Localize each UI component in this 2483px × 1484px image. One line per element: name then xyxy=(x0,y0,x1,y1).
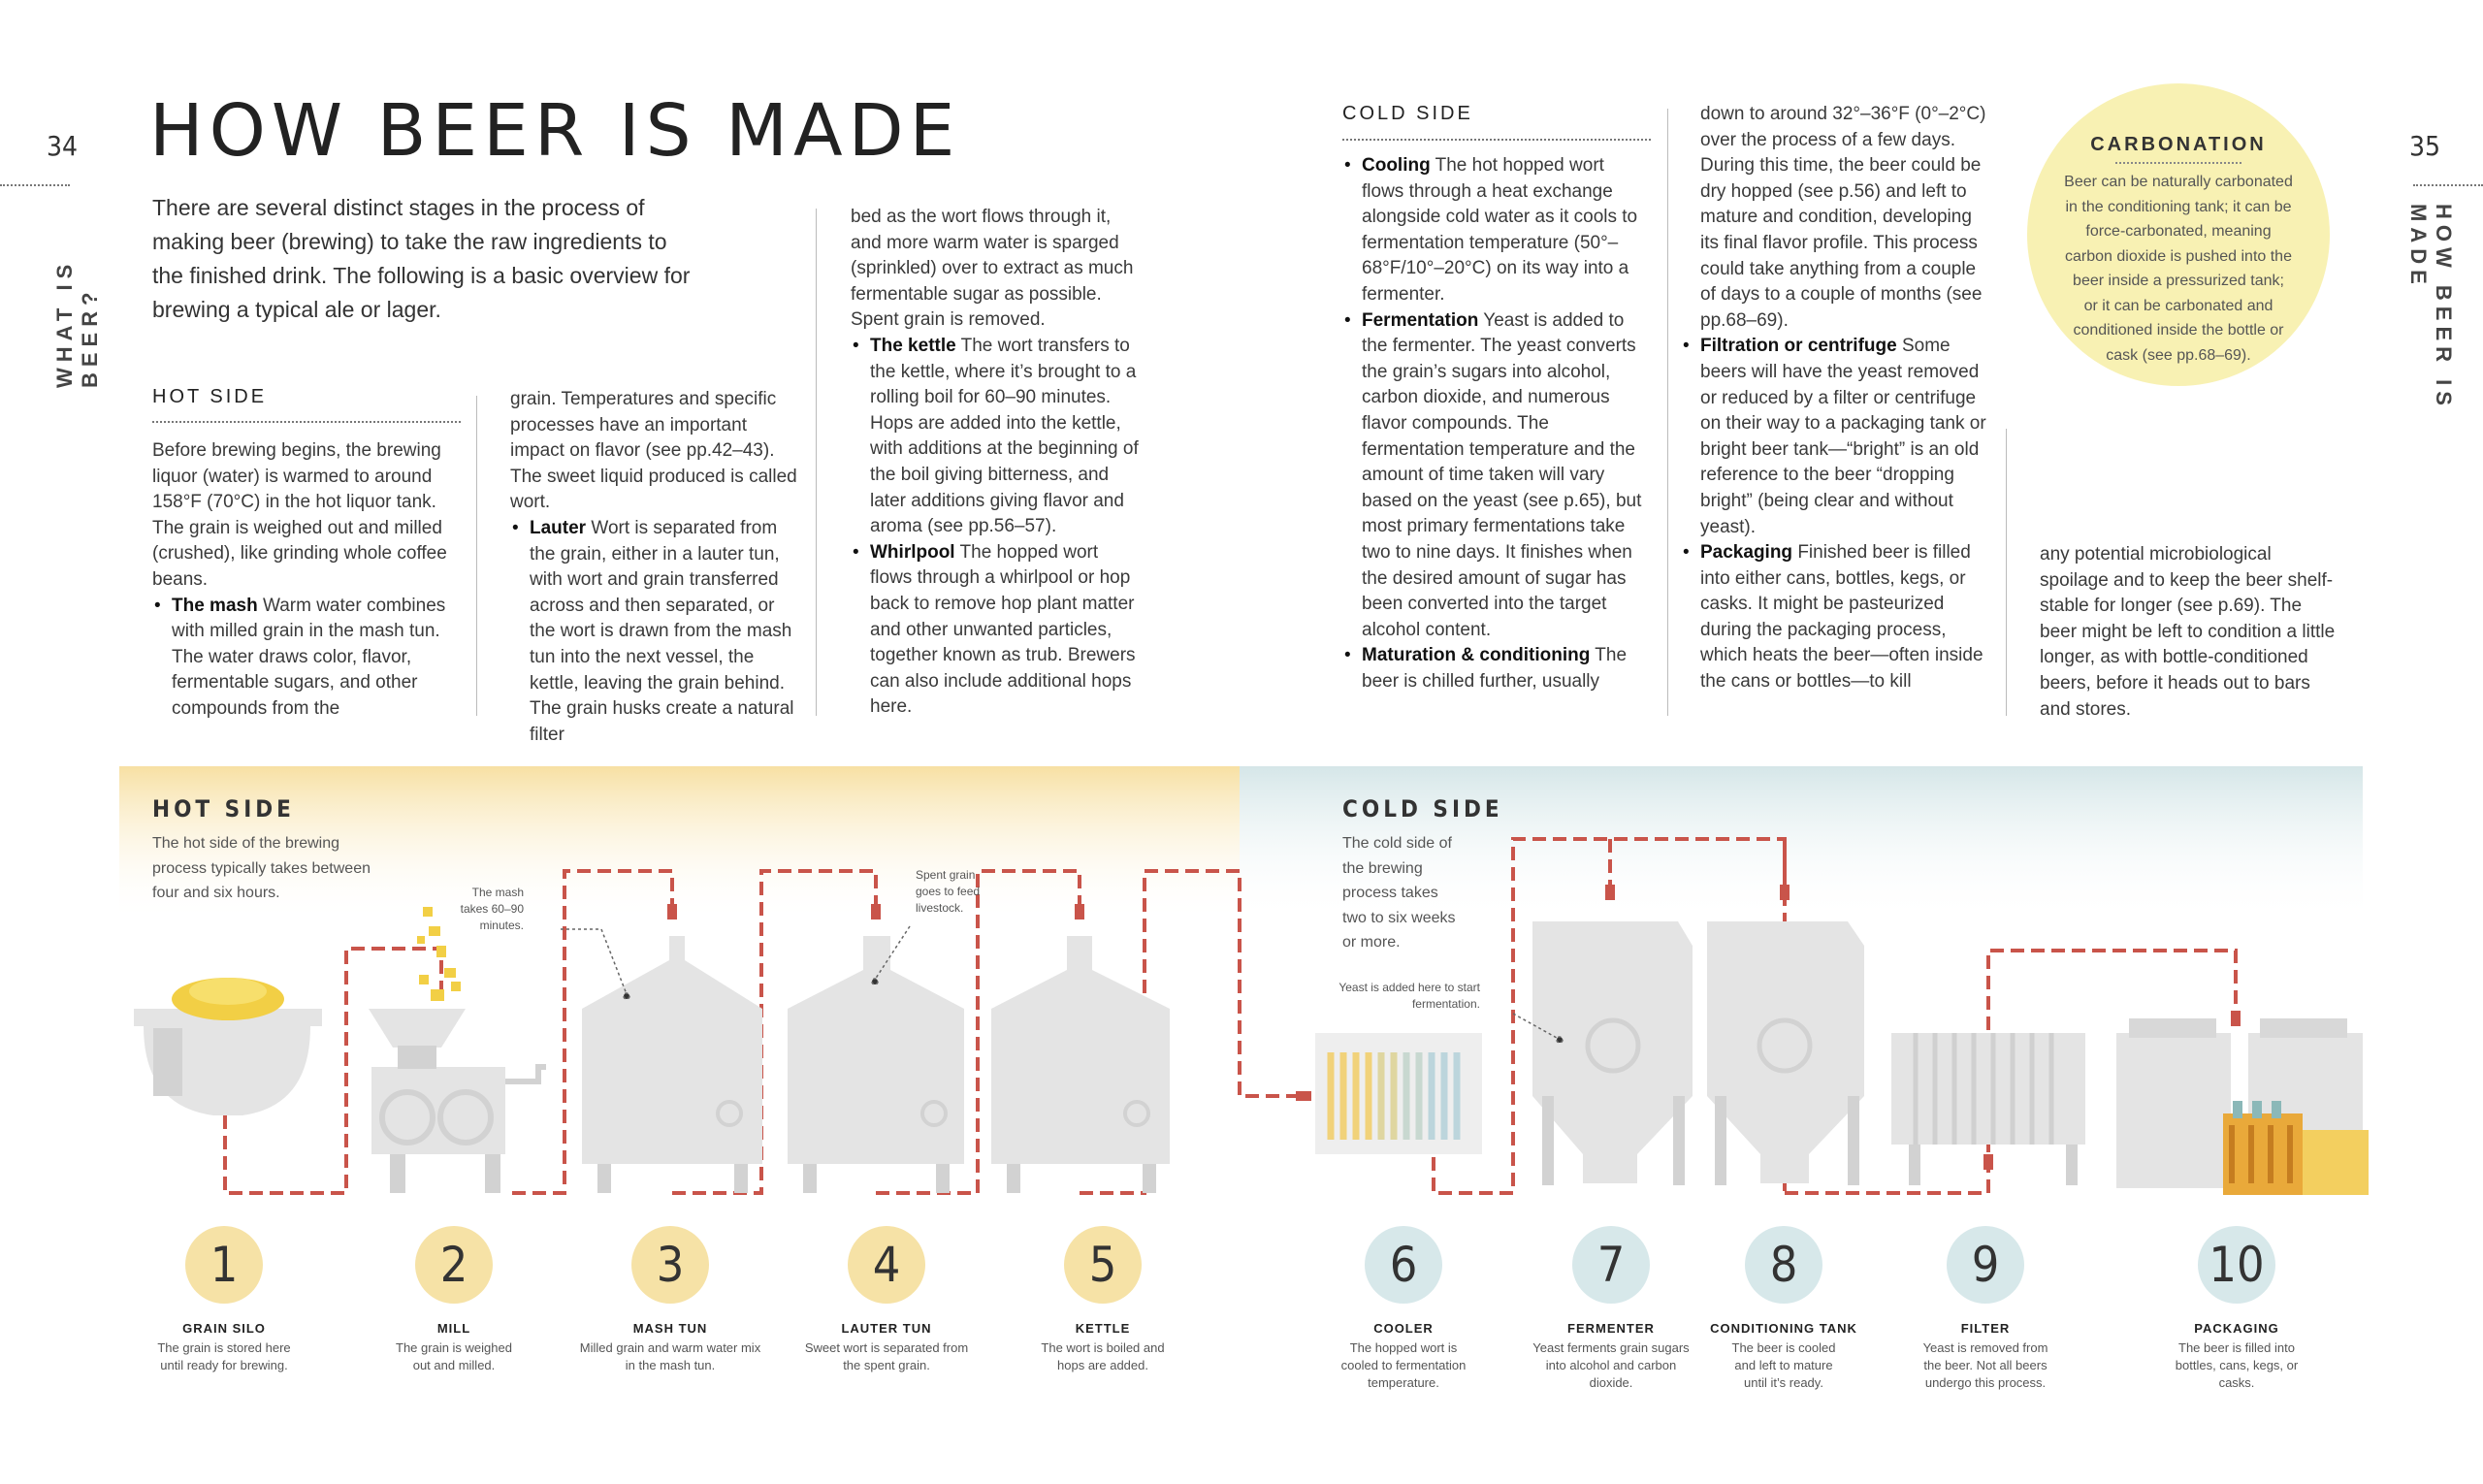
step-description: Milled grain and warm water mix in the mash tun. xyxy=(579,1340,761,1372)
text-kettle: The wort transfers to the kettle, where it’s brought to a rolling boil for 60–90 minutes. Hops are added into the kettle, with additions at the beginning of the boil giving bitterness, and later additions giving flavor and aroma (see pp.56–57). xyxy=(870,335,1139,537)
step-name: GRAIN SILO xyxy=(182,1321,266,1336)
step-name: LAUTER TUN xyxy=(841,1321,932,1336)
lauter-continued-text: bed as the wort flows through it, and more warm water is sparged (sprinkled) over to extract as much fermentable sugar as possible. Spent grain is removed. xyxy=(851,207,1134,331)
hot-side-intro-text: Before brewing begins, the brewing liquor (water) is warmed to around 158°F (70°C) in the hot liquor tank. The grain is weighed out and milled (crushed), like grinding whole coffee beans. xyxy=(152,440,447,590)
step-name: CONDITIONING TANK xyxy=(1710,1321,1857,1336)
step-number: 6 xyxy=(1365,1226,1442,1304)
text-packaging: Finished beer is filled into either cans, bottles, kegs, or casks. It might be pasteurized during the packaging process, which heats the beer—often inside the cans or bottles—to kill xyxy=(1700,542,1983,693)
step-description: The beer is filled into bottles, cans, kegs, or casks. xyxy=(2175,1340,2299,1390)
text-maturation: The beer is chilled further, usually xyxy=(1362,645,1628,692)
intro-paragraph: There are several distinct stages in the process of making beer (brewing) to take the raw ingredients to the finished drink. The following is a basic overview for brewing a typical ale or lager. xyxy=(152,195,691,322)
step-description: Yeast is removed from the beer. Not all beers undergo this process. xyxy=(1922,1340,2048,1390)
folio-right: 35 xyxy=(2409,130,2441,162)
folio-left: 34 xyxy=(47,130,79,162)
step-number: 9 xyxy=(1947,1226,2024,1304)
term-packaging: Packaging xyxy=(1700,542,1793,564)
step-number: 8 xyxy=(1745,1226,1822,1304)
running-head-right: HOW BEER IS MADE xyxy=(2406,204,2456,411)
text-mash: Warm water combines with milled grain in the mash tun. The water draws color, flavor, fermentable sugars, and other compounds from the xyxy=(172,595,446,719)
packaging-illustration xyxy=(2116,1018,2369,1195)
note-mash-time: The mash takes 60–90 minutes. xyxy=(460,886,524,932)
term-cooling: Cooling xyxy=(1362,155,1431,176)
cold-band-text: The cold side of the brewing process takes two to six weeks or more. xyxy=(1342,835,1456,951)
term-maturation: Maturation & conditioning xyxy=(1362,645,1591,666)
step-description: The wort is boiled and hops are added. xyxy=(1041,1340,1165,1372)
hot-band-title: HOT SIDE xyxy=(152,795,295,823)
page-title: HOW BEER IS MADE xyxy=(149,89,961,173)
step-description: Yeast ferments grain sugars into alcohol and carbon dioxide. xyxy=(1532,1340,1690,1390)
step-number: 4 xyxy=(848,1226,925,1304)
step-number: 10 xyxy=(2198,1226,2275,1304)
text-filtration: Some beers will have the yeast removed or reduced by a filter or centrifuge on their way to a packaging tank or bright beer tank—“bright” is an old reference to the beer “dropping bright” (being clear and without yeast). xyxy=(1700,336,1986,537)
step-name: FERMENTER xyxy=(1567,1321,1655,1336)
step-name: FILTER xyxy=(1960,1321,2011,1336)
note-yeast: Yeast is added here to start fermentation. xyxy=(1338,981,1480,1011)
text-lauter: Wort is separated from the grain, either in a lauter tun, with wort and grain transferred across and then separated, or the wort is drawn from the mash tun into the next vessel, the kettle, leaving the grain behind. The grain husks create a natural filter xyxy=(530,517,794,745)
step-number: 2 xyxy=(415,1226,493,1304)
maturation-continued-text: down to around 32°–36°F (0°–2°C) over the process of a few days. During this time, the beer could be dry hopped (see p.56) and left to mature and condition, developing its final flavor profile. This process could take anything from a couple of days to a couple of months (see pp.68–69). xyxy=(1700,104,1986,331)
kettle-illustration xyxy=(991,936,1170,1193)
cold-band-title: COLD SIDE xyxy=(1342,795,1503,823)
term-kettle: The kettle xyxy=(870,335,956,356)
cooler-illustration xyxy=(1315,1033,1482,1154)
carbonation-text: Beer can be naturally carbonated in the conditioning tank; it can be force-carbonated, meaning carbon dioxide is pushed into the beer inside a pressurized tank; or it can be carbonated and conditioned inside the bottle or cask (see pp.68–69). xyxy=(2064,174,2293,364)
step-name: COOLER xyxy=(1373,1321,1434,1336)
hot-side-heading: HOT SIDE xyxy=(152,386,268,407)
step-description: Sweet wort is separated from the spent grain. xyxy=(804,1340,969,1372)
running-head-left: WHAT IS BEER? xyxy=(52,258,102,388)
conditioning-tank-illustration xyxy=(1707,921,1864,1185)
step-name: MASH TUN xyxy=(632,1321,708,1336)
packaging-continued-text: any potential microbiological spoilage and to keep the beer shelf-stable for longer (see p.69). The beer might be left to condition a little longer, as with bottle-conditioned beers, before it heads out to bars and stores. xyxy=(2040,544,2336,720)
note-spent-grain: Spent grain goes to feed livestock. xyxy=(916,868,981,915)
step-name: KETTLE xyxy=(1075,1321,1131,1336)
term-lauter: Lauter xyxy=(530,517,587,538)
text-fermentation: Yeast is added to the fermenter. The yeast converts the grain’s sugars into alcohol, carbon dioxide, and numerous flavor compounds. The fermentation temperature and the amount of time taken will vary based on the yeast (see p.65), but most primary fermentations take two to nine days. It finishes when the desired amount of sugar has been converted into the target alcohol content. xyxy=(1362,309,1642,640)
step-name: PACKAGING xyxy=(2194,1321,2279,1336)
step-number: 3 xyxy=(631,1226,709,1304)
step-description: The grain is stored here until ready for brewing. xyxy=(157,1340,291,1372)
term-mash: The mash xyxy=(172,595,258,616)
term-filtration: Filtration or centrifuge xyxy=(1700,336,1897,357)
lauter-tun-illustration xyxy=(788,936,964,1193)
text-cooling: The hot hopped wort flows through a heat exchange alongside cold water as it cools to fermentation temperature (50°–68°F/10°–20°C) on its way into a fermenter. xyxy=(1362,155,1638,305)
hot-band-text: The hot side of the brewing process typically takes between four and six hours. xyxy=(152,835,371,901)
step-number: 7 xyxy=(1572,1226,1650,1304)
step-name: MILL xyxy=(436,1321,471,1336)
step-description: The grain is weighed out and milled. xyxy=(396,1340,512,1372)
text-whirlpool: The hopped wort flows through a whirlpool or hop back to remove hop plant matter and other unwanted particles, together known as trub. Brewers can also include additional hops here. xyxy=(870,541,1136,718)
term-fermentation: Fermentation xyxy=(1362,309,1479,331)
term-whirlpool: Whirlpool xyxy=(870,541,955,563)
cold-side-heading: COLD SIDE xyxy=(1342,103,1473,124)
fermenter-illustration xyxy=(1532,921,1693,1185)
step-number: 1 xyxy=(185,1226,263,1304)
carbonation-heading: CARBONATION xyxy=(2090,134,2267,155)
mash-tun-illustration xyxy=(582,936,762,1193)
step-description: The hopped wort is cooled to fermentation temperature. xyxy=(1340,1340,1467,1390)
step-description: The beer is cooled and left to mature until it’s ready. xyxy=(1731,1340,1836,1390)
mash-continued-text: grain. Temperatures and specific processes have an important impact on flavor (see pp.42–43). The sweet liquid produced is called wort. xyxy=(510,389,797,513)
step-number: 5 xyxy=(1064,1226,1142,1304)
grain-silo-illustration xyxy=(134,978,322,1115)
